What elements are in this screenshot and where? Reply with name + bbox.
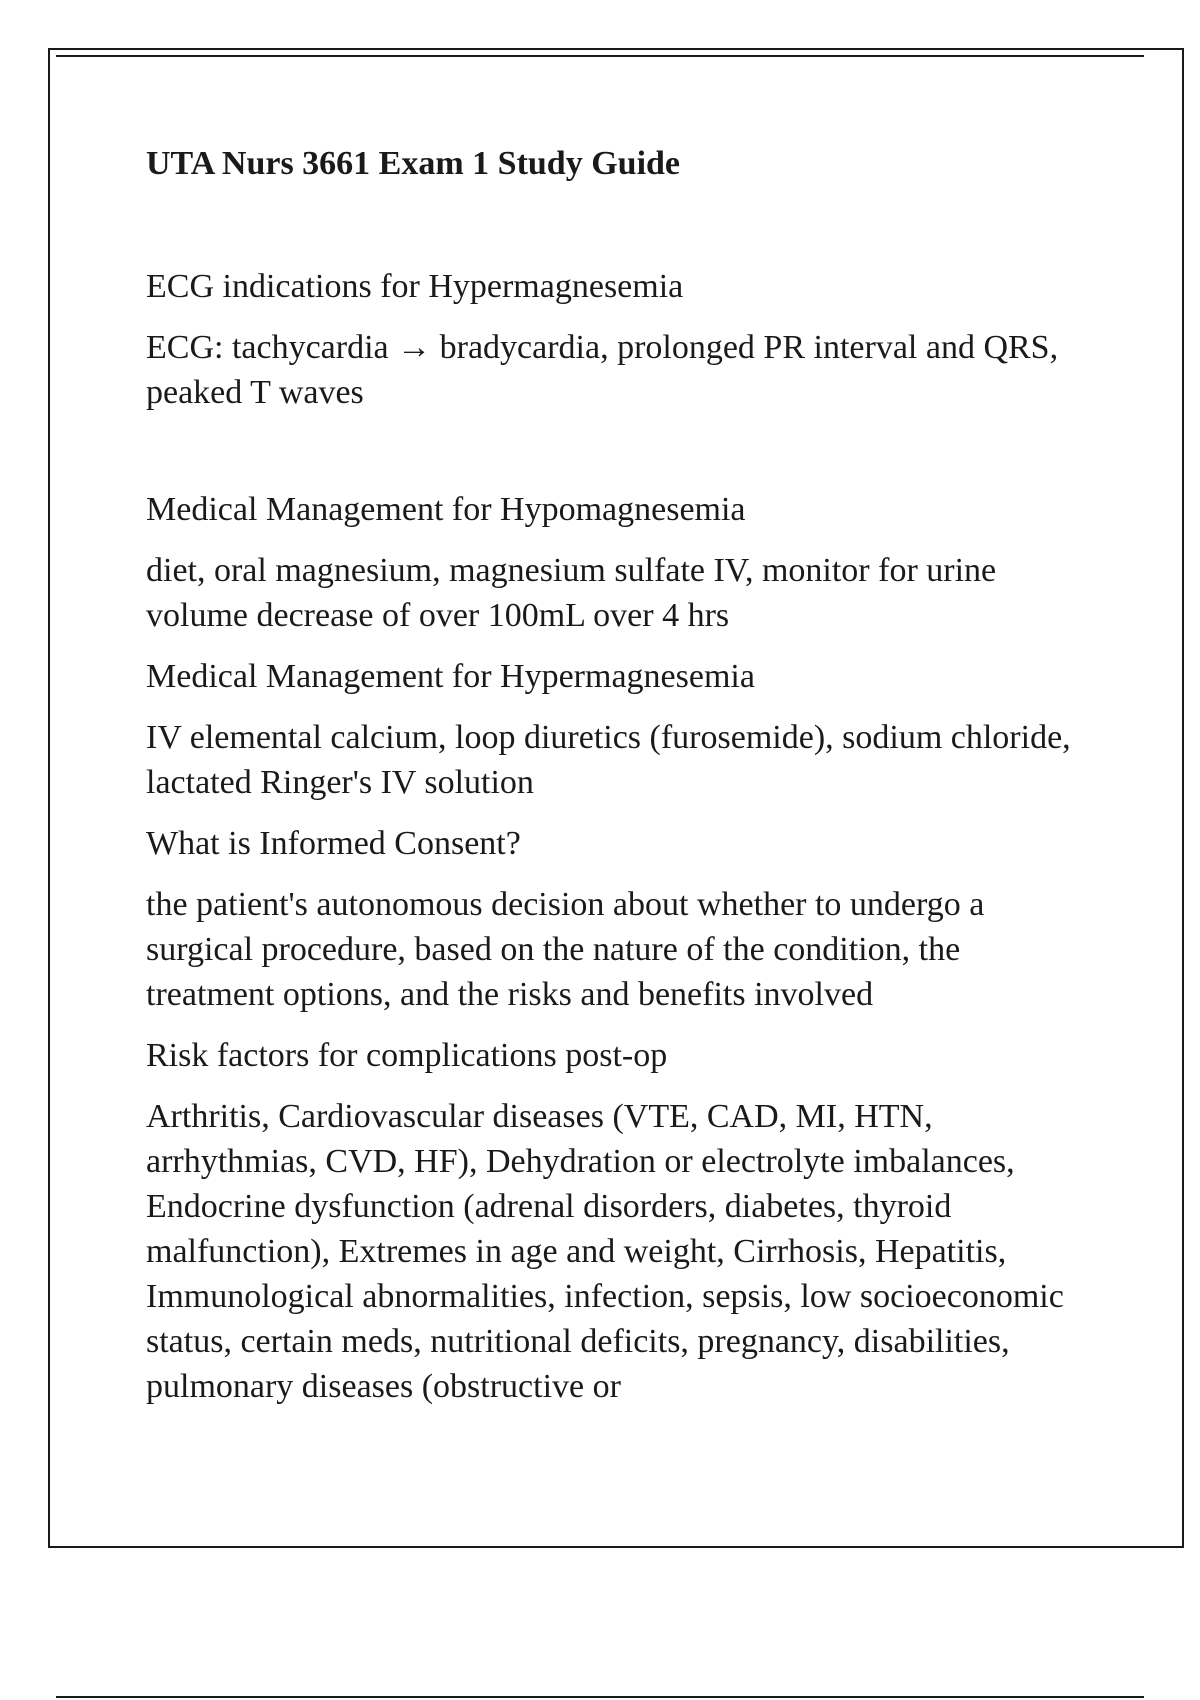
answer: diet, oral magnesium, magnesium sulfate IV, monitor for urine volume decrease of over 100mL over 4 hrs [146,552,997,634]
qa-item-informed-consent [146,821,1086,1017]
question: Medical Management for Hypermagnesemia [146,658,755,695]
qa-item-ecg-hypermagnesemia [146,264,1086,415]
answer: Arthritis, Cardiovascular diseases (VTE, CAD, MI, HTN, arrhythmias, CVD, HF), Dehydration or electrolyte imbalances, Endocrine dysfunction (adrenal disorders, diabetes, thyroid malfunction), Extremes in age and weight, Cirrhosis, Hepatitis, Immunological abnormalities, infection, sepsis, low socioeconomic status, certain meds, nutritional deficits, pregnancy, disabilities, pulmonary diseases (obstructive or [146,1098,1064,1405]
qa-item-hypomagnesemia-management [146,487,1086,638]
answer: the patient's autonomous decision about whether to undergo a surgical procedure, based on the nature of the condition, the treatment options, and the risks and benefits involved [146,886,985,1013]
bottom-rule [56,1696,1144,1698]
question: Medical Management for Hypomagnesemia [146,491,746,528]
document-title: UTA Nurs 3661 Exam 1 Study Guide [146,145,681,182]
question: Risk factors for complications post-op [146,1037,668,1074]
qa-item-postop-risk-factors [146,1033,1086,1409]
qa-item-hypermagnesemia-management [146,654,1086,805]
question: ECG indications for Hypermagnesemia [146,268,684,305]
answer: ECG: tachycardia → bradycardia, prolonged PR interval and QRS, peaked T waves [146,329,1059,411]
answer: IV elemental calcium, loop diuretics (furosemide), sodium chloride, lactated Ringer's IV solution [146,719,1071,801]
document-body [146,142,1086,1425]
question: What is Informed Consent? [146,825,521,862]
